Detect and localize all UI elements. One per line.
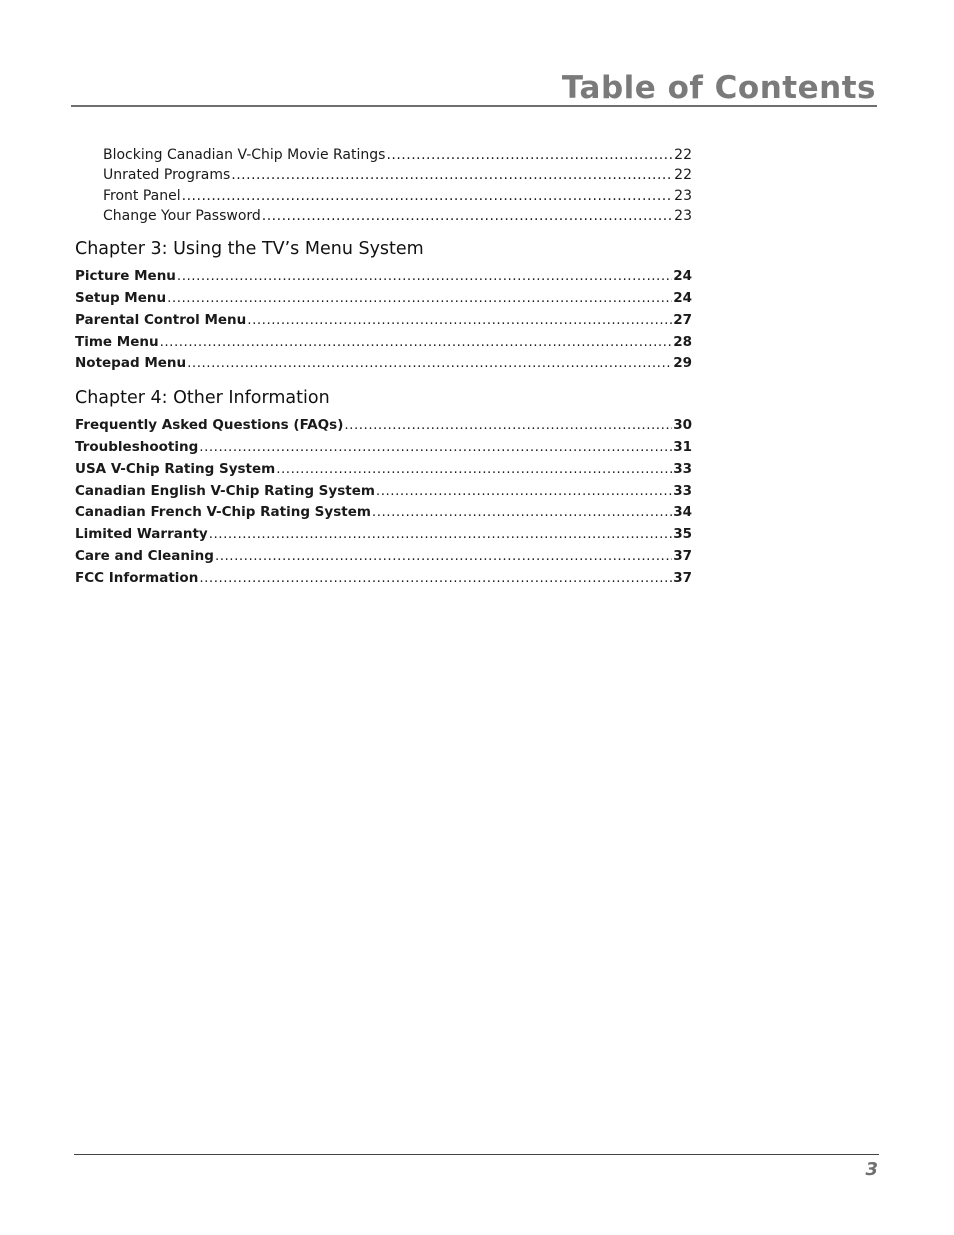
toc-entry-label: USA V-Chip Rating System <box>75 460 276 477</box>
toc-entry[interactable] <box>75 186 692 206</box>
toc-entry-page: 27 <box>673 311 692 328</box>
dot-leader <box>386 145 673 165</box>
toc-entry-label: Parental Control Menu <box>75 311 247 328</box>
toc-entry-page: 22 <box>674 147 692 163</box>
toc-entry[interactable] <box>75 524 692 546</box>
toc-entry-label: Blocking Canadian V-Chip Movie Ratings <box>103 147 386 163</box>
toc-entry[interactable] <box>75 459 692 481</box>
toc-entry-label: Front Panel <box>103 187 181 204</box>
toc-entry[interactable] <box>75 481 692 503</box>
chapter-heading: Chapter 3: Using the TV’s Menu System <box>75 239 424 260</box>
toc-entry-page: 24 <box>673 289 692 306</box>
dot-leader <box>344 415 672 437</box>
table-of-contents <box>75 145 692 590</box>
toc-entry[interactable] <box>75 266 692 288</box>
dot-leader <box>167 288 672 310</box>
toc-entry-label: Notepad Menu <box>75 355 187 372</box>
toc-entry[interactable] <box>75 332 692 354</box>
dot-leader <box>209 524 672 546</box>
dot-leader <box>262 206 673 226</box>
toc-entry[interactable] <box>75 165 692 185</box>
toc-entry-page: 22 <box>674 167 692 184</box>
toc-entry-page: 30 <box>673 417 692 434</box>
toc-entry-page: 37 <box>673 547 692 564</box>
toc-entry-page: 33 <box>673 460 692 477</box>
dot-leader <box>231 165 673 185</box>
toc-entry-label: Time Menu <box>75 333 159 350</box>
toc-entry-page: 37 <box>673 569 692 586</box>
toc-entry-page: 23 <box>674 187 692 204</box>
toc-entry-label: Frequently Asked Questions (FAQs) <box>75 417 344 434</box>
toc-entry[interactable] <box>75 502 692 524</box>
toc-entry-label: Setup Menu <box>75 289 167 306</box>
toc-entry[interactable] <box>75 353 692 375</box>
toc-entry-label: Canadian French V-Chip Rating System <box>75 504 371 521</box>
toc-entry[interactable] <box>75 288 692 310</box>
toc-entry-page: 31 <box>673 438 692 455</box>
toc-entry[interactable] <box>75 437 692 459</box>
toc-entry-label: Unrated Programs <box>103 167 231 184</box>
toc-entry-page: 29 <box>673 355 692 372</box>
toc-entry[interactable] <box>75 415 692 437</box>
dot-leader <box>199 437 672 459</box>
toc-entry-label: Canadian English V-Chip Rating System <box>75 482 375 499</box>
dot-leader <box>187 353 672 375</box>
toc-entry-page: 23 <box>674 207 692 224</box>
page-title: Table of Contents <box>561 70 876 106</box>
toc-entry[interactable] <box>75 206 692 226</box>
toc-entry-page: 24 <box>673 268 692 285</box>
toc-entry[interactable] <box>75 546 692 568</box>
chapter-heading: Chapter 4: Other Information <box>75 388 330 409</box>
toc-entry-label: FCC Information <box>75 569 199 586</box>
continued-section <box>75 145 692 226</box>
chapter-3-section <box>75 238 692 375</box>
dot-leader <box>177 266 672 288</box>
dot-leader <box>160 332 673 354</box>
chapter-4-section <box>75 387 692 589</box>
toc-entry[interactable] <box>75 145 692 165</box>
toc-entry-page: 34 <box>673 504 692 521</box>
page-number: 3 <box>865 1159 878 1180</box>
dot-leader <box>182 186 674 206</box>
dot-leader <box>376 481 672 503</box>
toc-entry-page: 35 <box>673 526 692 543</box>
dot-leader <box>372 502 672 524</box>
dot-leader <box>215 546 672 568</box>
toc-entry-label: Troubleshooting <box>75 438 199 455</box>
dot-leader <box>247 310 672 332</box>
toc-entry-label: Care and Cleaning <box>75 547 214 564</box>
toc-entry-label: Change Your Password <box>103 207 261 224</box>
toc-entry-page: 28 <box>673 333 692 350</box>
dot-leader <box>199 568 672 590</box>
toc-entry-label: Limited Warranty <box>75 526 208 543</box>
toc-entry-page: 33 <box>673 482 692 499</box>
footer-rule <box>74 1154 879 1155</box>
toc-entry[interactable] <box>75 310 692 332</box>
toc-entry[interactable] <box>75 568 692 590</box>
toc-entry-label: Picture Menu <box>75 268 176 285</box>
dot-leader <box>276 459 672 481</box>
header-rule <box>71 105 877 107</box>
